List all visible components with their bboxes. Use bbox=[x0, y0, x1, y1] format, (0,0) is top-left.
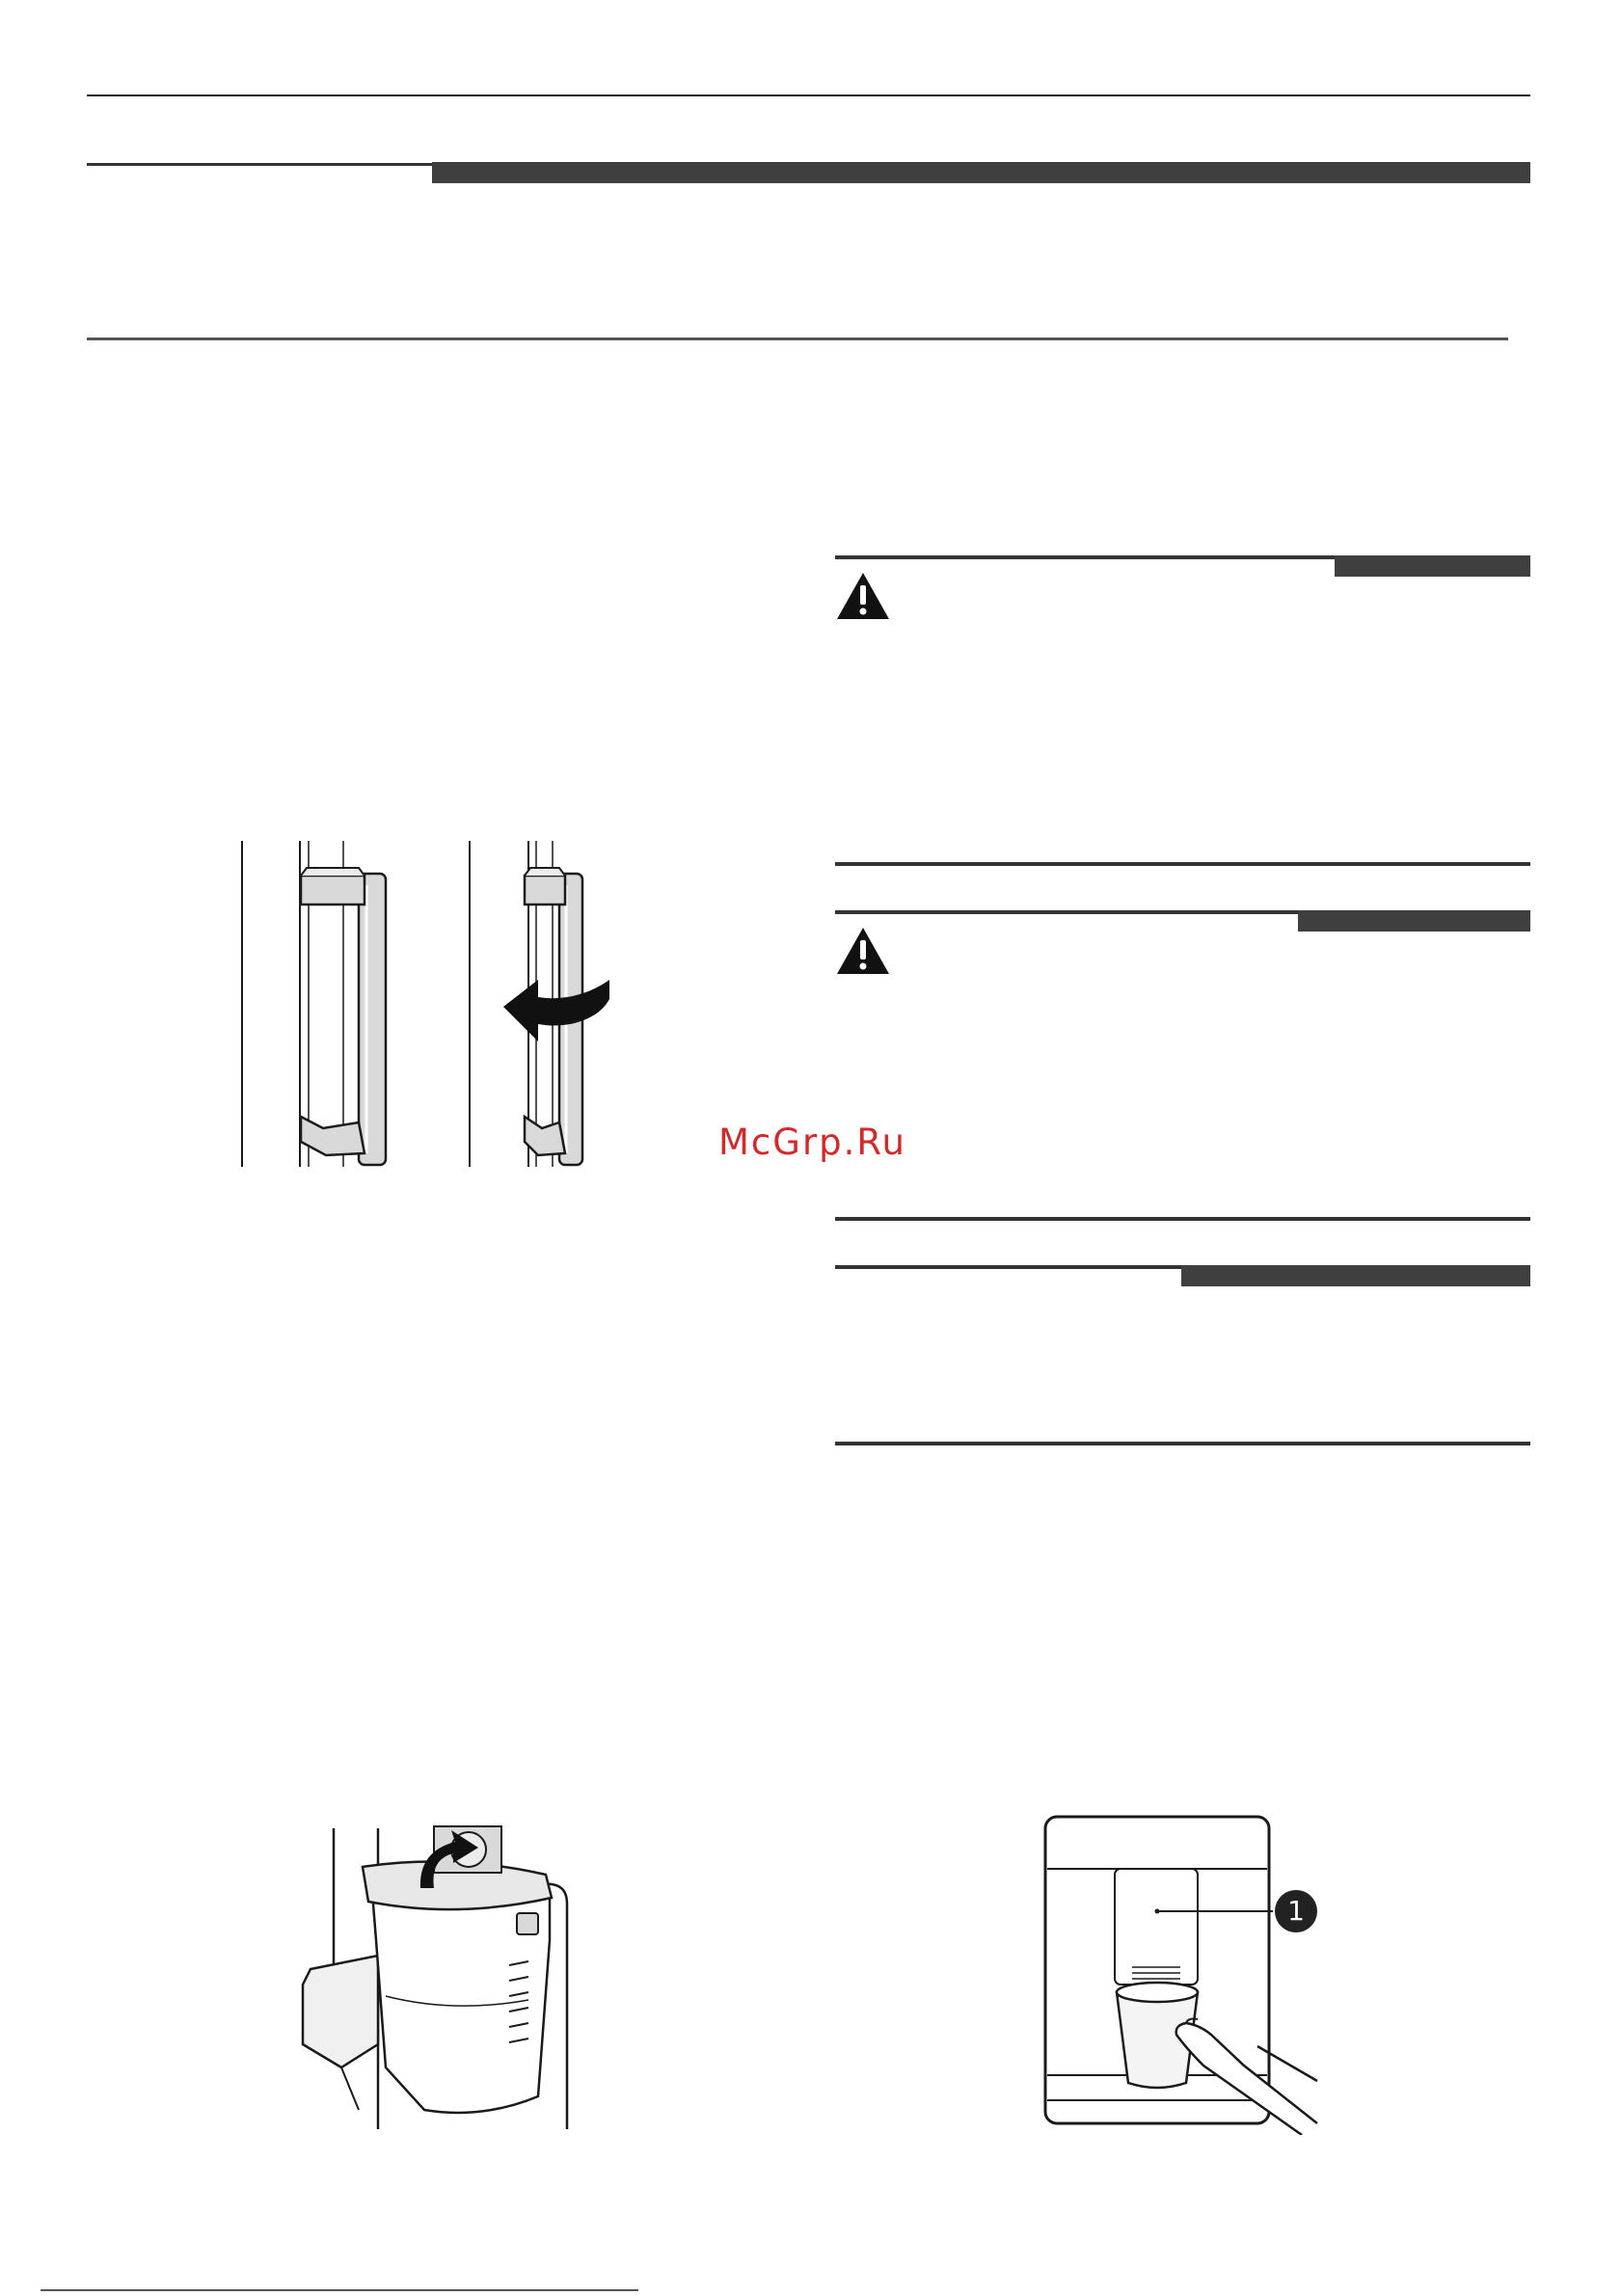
dispenser-illustration bbox=[1041, 1813, 1321, 2135]
note-box-header-bar bbox=[1181, 1265, 1530, 1286]
section-header-bar bbox=[432, 162, 1530, 183]
ice-bin-illustration bbox=[289, 1824, 579, 2133]
door-handle-illustration bbox=[231, 837, 636, 1170]
note-box-top-rule bbox=[835, 1265, 1181, 1269]
note-box-bottom-rule bbox=[835, 1442, 1530, 1445]
footer-rule bbox=[41, 2289, 638, 2291]
warning-box-1-header-bar bbox=[1335, 555, 1530, 577]
section-divider-rule bbox=[87, 338, 1508, 340]
warning-box-2-header-bar bbox=[1298, 910, 1530, 932]
warning-box-1-bottom-rule bbox=[835, 862, 1530, 866]
curved-arrow-icon bbox=[503, 980, 609, 1041]
warning-box-2-bottom-rule bbox=[835, 1217, 1530, 1221]
warning-box-2-top-rule bbox=[835, 910, 1298, 914]
section-header-rule bbox=[87, 163, 432, 166]
header-top-rule bbox=[87, 95, 1530, 96]
warning-triangle-icon bbox=[835, 926, 891, 976]
warning-triangle-icon bbox=[835, 571, 891, 621]
warning-box-1-top-rule bbox=[835, 555, 1335, 559]
watermark-text: McGrp.Ru bbox=[718, 1121, 906, 1163]
callout-number-1: 1 bbox=[1275, 1890, 1317, 1932]
